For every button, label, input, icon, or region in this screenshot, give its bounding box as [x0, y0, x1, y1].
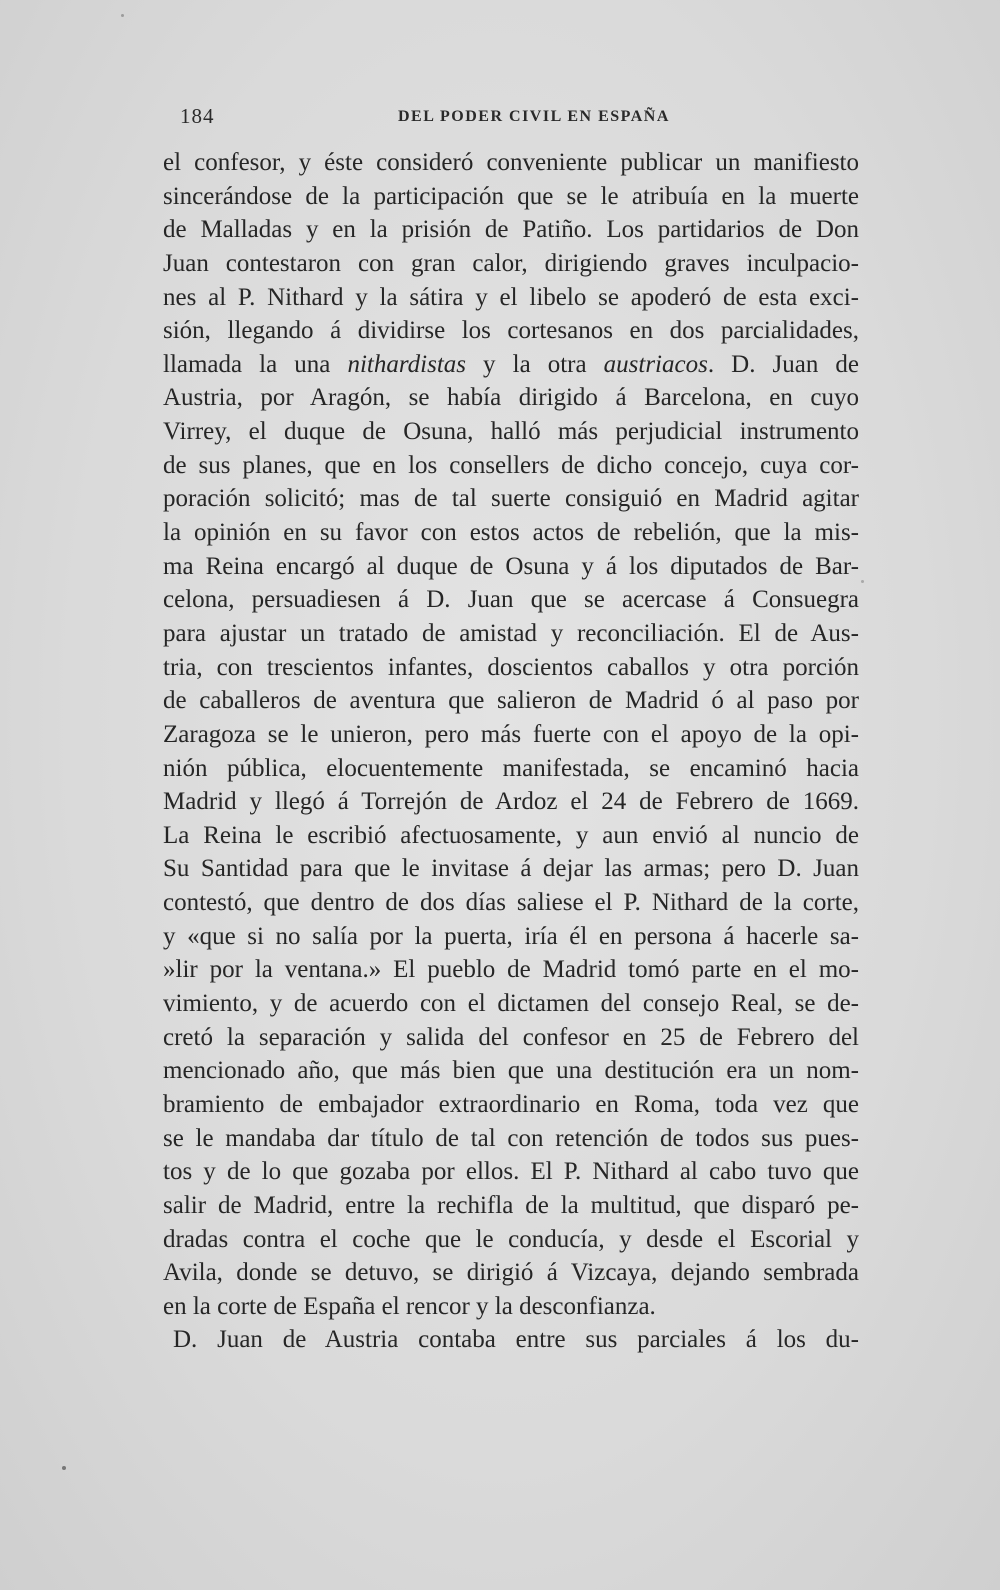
- paper-speck: [62, 1466, 66, 1470]
- text-line: mencionado año, que más bien que una destitución era un nom-: [163, 1057, 859, 1085]
- text-line: Virrey, el duque de Osuna, halló más perjudicial instrumento: [163, 418, 859, 446]
- text-line: contestó, que dentro de dos días saliese el P. Nithard de la corte,: [163, 889, 859, 917]
- text-line: la opinión en su favor con estos actos de rebelión, que la mis-: [163, 519, 859, 547]
- text-line: La Reina le escribió afectuosamente, y aun envió al nuncio de: [163, 821, 859, 849]
- text-line: ma Reina encargó al duque de Osuna y á los diputados de Bar-: [163, 552, 859, 580]
- paper-speck: [121, 14, 124, 17]
- text-line: tria, con trescientos infantes, doscientos caballos y otra porción: [163, 653, 859, 681]
- text-line: el confesor, y éste consideró conveniente publicar un manifiesto: [163, 149, 859, 176]
- text-line: dradas contra el coche que le conducía, y desde el Escorial y: [163, 1225, 859, 1253]
- text-line: Avila, donde se detuvo, se dirigió á Vizcaya, dejando sembrada: [163, 1259, 859, 1287]
- text-line: de caballeros de aventura que salieron de Madrid ó al paso por: [163, 687, 859, 715]
- text-line: sión, llegando á dividirse los cortesanos en dos parcialidades,: [163, 317, 859, 345]
- text-line: de Malladas y en la prisión de Patiño. Los partidarios de Don: [163, 216, 859, 244]
- text-line: bramiento de embajador extraordinario en Roma, toda vez que: [163, 1090, 859, 1118]
- italic-term: austriacos: [603, 350, 708, 378]
- text-line: nes al P. Nithard y la sátira y el libelo se apoderó de esta exci-: [163, 283, 859, 311]
- text-line: salir de Madrid, entre la rechifla de la multitud, que disparó pe-: [163, 1191, 859, 1219]
- page-header: [164, 104, 864, 134]
- text-line: sincerándose de la participación que se le atribuía en la muerte: [163, 182, 859, 210]
- text-line: Su Santidad para que le invitase á dejar las armas; pero D. Juan: [163, 855, 859, 883]
- text-line: poración solicitó; mas de tal suerte consiguió en Madrid agitar: [163, 485, 859, 513]
- text-line: en la corte de España el rencor y la desconfianza.: [163, 1292, 656, 1320]
- text-line: llamada la una nithardistas y la otra austriacos. D. Juan de: [163, 350, 859, 378]
- running-title: DEL PODER CIVIL EN ESPAÑA: [398, 108, 670, 125]
- text-line: tos y de lo que gozaba por ellos. El P. Nithard al cabo tuvo que: [163, 1158, 859, 1186]
- text-line: celona, persuadiesen á D. Juan que se acercase á Consuegra: [163, 586, 859, 614]
- text-line: cretó la separación y salida del confesor en 25 de Febrero del: [163, 1023, 859, 1051]
- text-line: para ajustar un tratado de amistad y reconciliación. El de Aus-: [163, 619, 859, 647]
- paper-speck: [861, 580, 864, 583]
- text-line: se le mandaba dar título de tal con retención de todos sus pues-: [163, 1124, 859, 1152]
- text-line: Juan contestaron con gran calor, dirigiendo graves inculpacio-: [163, 249, 859, 277]
- text-line: vimiento, y de acuerdo con el dictamen del consejo Real, se de-: [163, 990, 859, 1018]
- text-line: Madrid y llegó á Torrejón de Ardoz el 24 de Febrero de 1669.: [163, 788, 859, 816]
- text-line: y «que si no salía por la puerta, iría él en persona á hacerle sa-: [163, 922, 859, 950]
- body-text: [163, 146, 859, 1357]
- text-line: nión pública, elocuentemente manifestada, se encaminó hacia: [163, 754, 859, 782]
- text-line: Austria, por Aragón, se había dirigido á Barcelona, en cuyo: [163, 384, 859, 412]
- text-line: Zaragoza se le unieron, pero más fuerte con el apoyo de la opi-: [163, 720, 859, 748]
- text-line: de sus planes, que en los consellers de dicho concejo, cuya cor-: [163, 451, 859, 479]
- italic-term: nithardistas: [347, 350, 466, 378]
- text-line: »lir por la ventana.» El pueblo de Madrid tomó parte en el mo-: [163, 956, 859, 984]
- page-number: 184: [180, 104, 215, 128]
- text-line: D. Juan de Austria contaba entre sus parciales á los du-: [173, 1326, 859, 1354]
